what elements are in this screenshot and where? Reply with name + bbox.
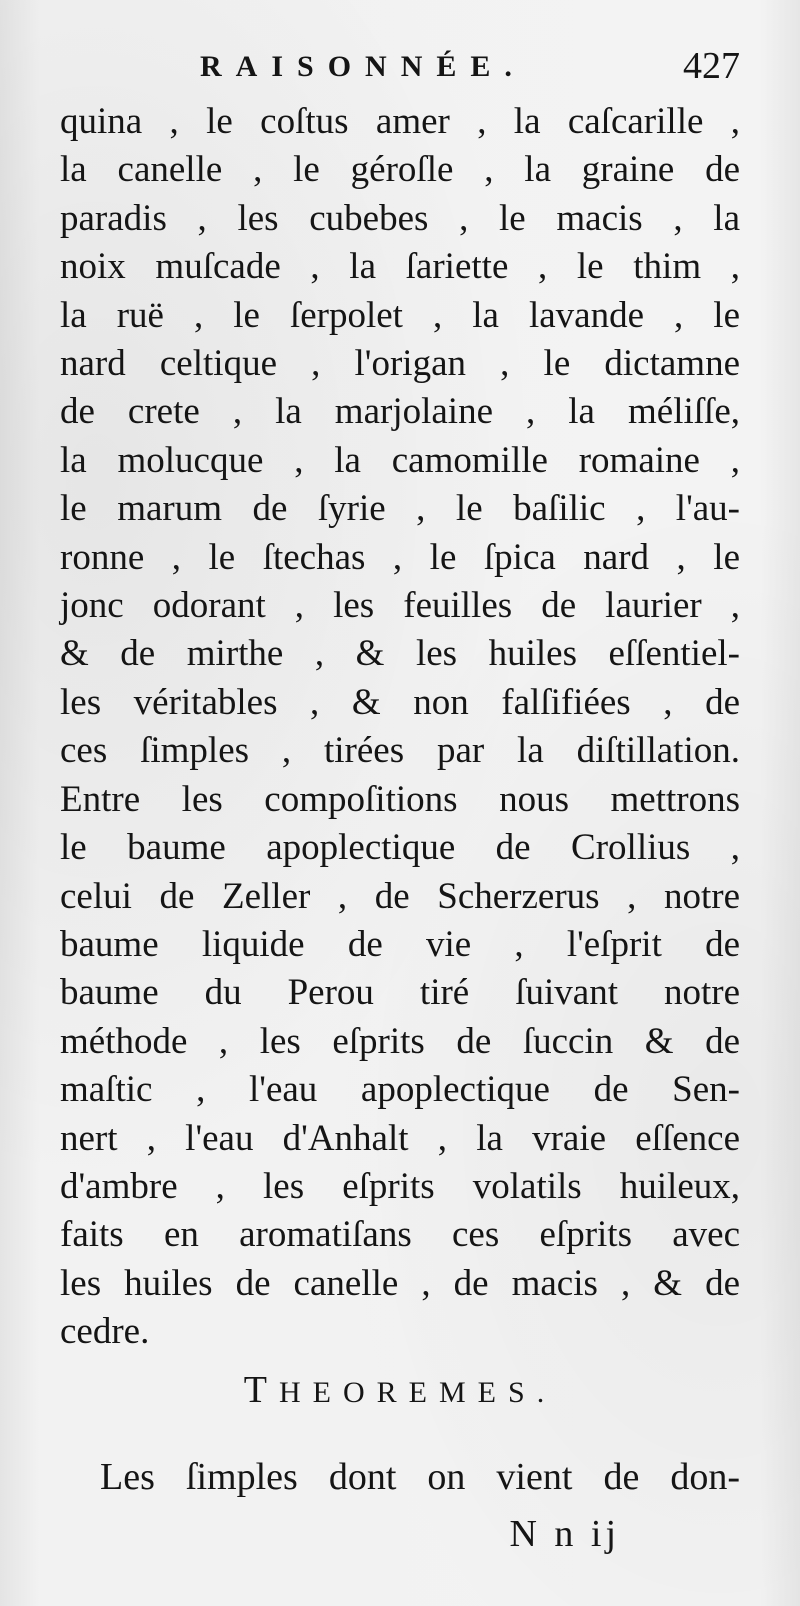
section-heading-initial: T (243, 1369, 280, 1411)
text-line: ces ſimples , tirées par la diſtillation. (60, 730, 740, 772)
text-line: les véritables , & non falſifiées , de (60, 681, 740, 723)
text-line: maſtic , l'eau apoplectique de Sen- (60, 1069, 740, 1111)
text-line: méthode , les eſprits de ſuccin & de (60, 1020, 740, 1062)
next-paragraph-first-line: Les ſimples dont on vient de don- (100, 1456, 740, 1498)
text-line: le marum de ſyrie , le baſilic , l'au- (60, 488, 740, 530)
text-line: ronne , le ſtechas , le ſpica nard , le (60, 536, 740, 578)
text-line: la molucque , la camomille romaine , (60, 439, 740, 481)
text-line: quina , le coſtus amer , la caſcarille , (60, 101, 740, 142)
text-line: noix muſcade , la ſariette , le thim , (60, 246, 740, 288)
body-text (60, 98, 740, 1357)
text-line: la ruë , le ſerpolet , la lavande , le (60, 294, 740, 336)
text-line: jonc odorant , les feuilles de laurier , (60, 585, 740, 627)
text-line: le baume apoplectique de Crollius , (60, 827, 740, 869)
text-line: nert , l'eau d'Anhalt , la vraie eſſence (60, 1117, 740, 1159)
text-line: cedre. (60, 1311, 150, 1353)
text-line: nard celtique , l'origan , le dictamne (60, 343, 740, 385)
text-line: les huiles de canelle , de macis , & de (60, 1262, 740, 1304)
page-header (60, 45, 740, 100)
text-line: de crete , la marjolaine , la méliſſe, (60, 391, 740, 433)
text-line: baume liquide de vie , l'eſprit de (60, 923, 740, 965)
running-title: RAISONNÉE. (200, 50, 526, 83)
section-heading-rest: HEOREMES. (279, 1376, 557, 1409)
text-line: la canelle , le géroſle , la graine de (60, 149, 740, 191)
text-line: celui de Zeller , de Scherzerus , notre (60, 875, 740, 917)
section-heading (0, 1368, 800, 1412)
text-line: Entre les compoſitions nous mettrons (60, 778, 740, 820)
text-line: paradis , les cubebes , le macis , la (60, 197, 740, 239)
signature-mark: N n ij (509, 1513, 620, 1555)
page-number: 427 (683, 45, 740, 87)
text-line: & de mirthe , & les huiles eſſentiel- (60, 633, 740, 675)
text-line: d'ambre , les eſprits volatils huileux, (60, 1165, 740, 1207)
text-line: faits en aromatiſans ces eſprits avec (60, 1214, 740, 1256)
text-line: baume du Perou tiré ſuivant notre (60, 972, 740, 1014)
